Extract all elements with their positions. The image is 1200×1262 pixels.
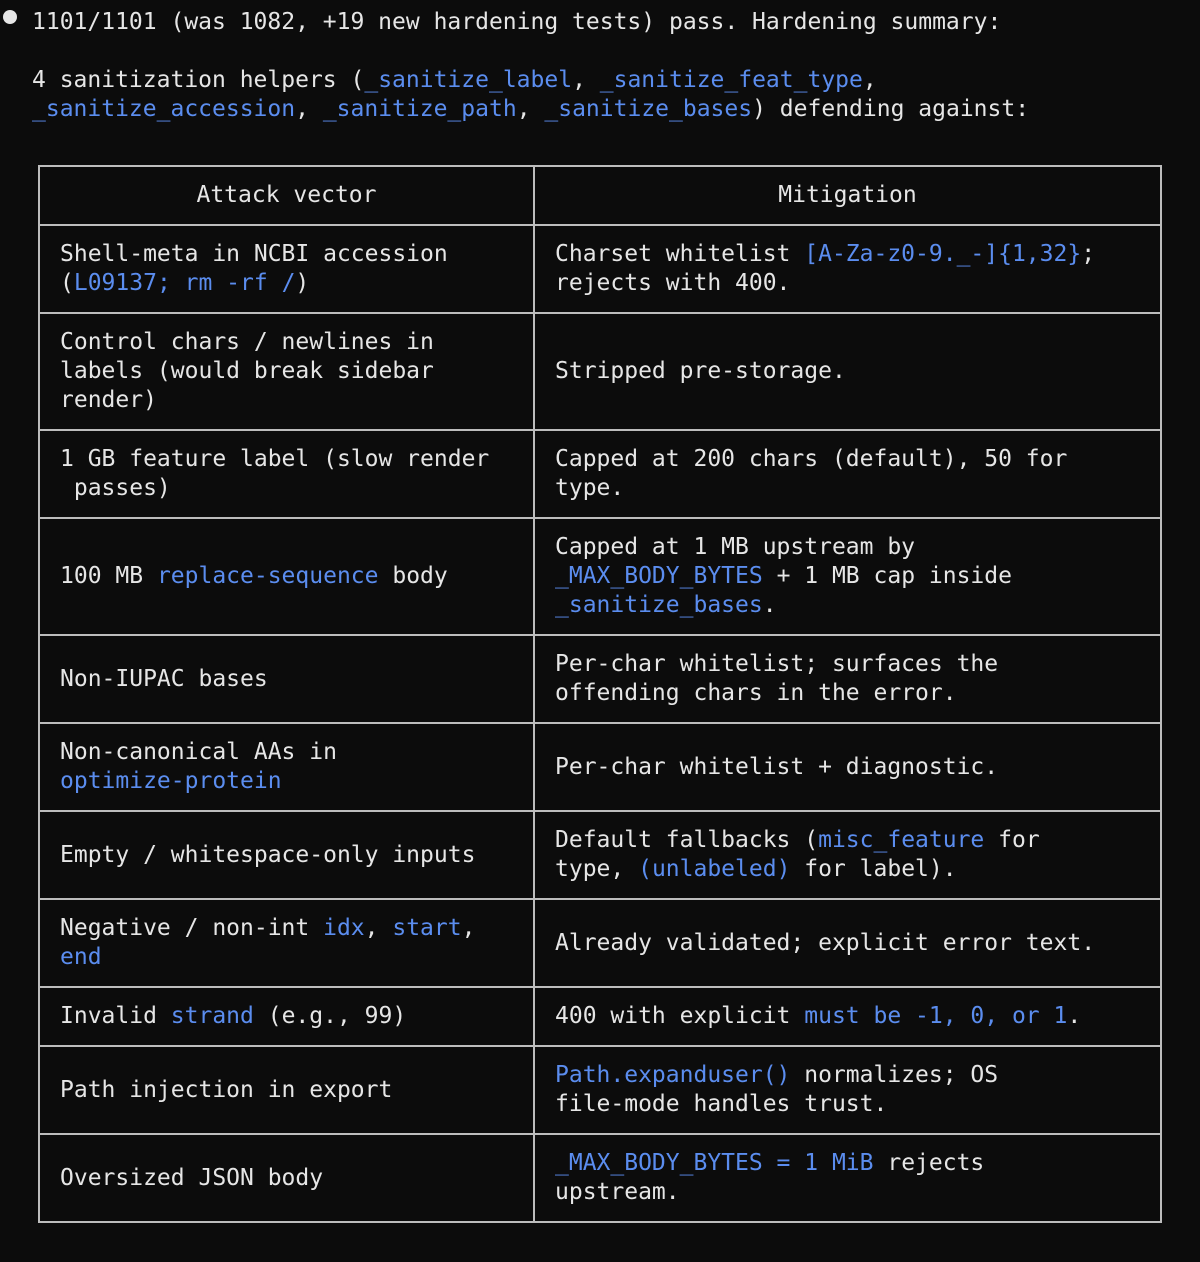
text-span: Already validated; explicit error text. [555, 929, 1096, 956]
text-span: for [984, 827, 1040, 853]
text-span: . [762, 592, 777, 618]
summary-intro: 4 sanitization helpers ( [32, 67, 365, 93]
text-span: + 1 MB cap inside [762, 563, 1012, 589]
summary-line-2: _sanitize_accession, _sanitize_path, _sanitize_bases) defending against: [32, 96, 1030, 122]
table-row [39, 518, 1161, 635]
text-span: Capped at 200 chars (default), 50 for [555, 446, 1068, 472]
hardening-table [38, 165, 1162, 1223]
text-span: Oversized JSON body [60, 1164, 324, 1191]
table-row [39, 723, 1161, 811]
mitigation-cell [534, 430, 1161, 518]
text-span: rejects with 400. [555, 270, 791, 296]
mitigation-cell [534, 635, 1161, 723]
text-span: passes) [60, 475, 171, 501]
text-span: labels (would break sidebar [60, 358, 434, 384]
code-span: _MAX_BODY_BYTES = 1 MiB [555, 1150, 874, 1176]
code-span: (unlabeled) [638, 856, 791, 882]
code-span: start [392, 915, 462, 941]
attack-vector-cell [39, 225, 534, 313]
text-span: Default fallbacks ( [555, 827, 819, 853]
table-row [39, 1046, 1161, 1134]
table-row [39, 635, 1161, 723]
summary-outro: ) defending against: [752, 96, 1030, 122]
mitigation-cell [534, 1046, 1161, 1134]
text-span: , [364, 915, 393, 941]
attack-vector-cell [39, 1134, 534, 1222]
test-status-line: 1101/1101 (was 1082, +19 new hardening tests) pass. Hardening summary: [32, 9, 1002, 35]
table-row [39, 225, 1161, 313]
text-span: 400 with explicit [555, 1003, 805, 1029]
text-span: Non-canonical AAs in [60, 739, 337, 765]
text-span: rejects [873, 1150, 985, 1176]
text-span: for label). [790, 856, 957, 882]
text-span: type. [555, 475, 625, 501]
code-span: strand [170, 1003, 254, 1029]
text-span: , [461, 915, 476, 941]
table-header-row [39, 166, 1161, 225]
table-row [39, 899, 1161, 987]
text-span: Per-char whitelist; surfaces the [555, 651, 999, 677]
code-span: misc_feature [818, 827, 985, 853]
attack-vector-cell [39, 518, 534, 635]
helper-code: _sanitize_feat_type [599, 67, 863, 93]
code-span: L09137; rm -rf / [73, 270, 296, 296]
text-span: Stripped pre-storage. [555, 358, 846, 384]
attack-vector-cell [39, 635, 534, 723]
text-span: (e.g., 99) [253, 1003, 407, 1029]
table-row [39, 313, 1161, 430]
text-span: Per-char whitelist + diagnostic. [555, 753, 999, 780]
code-span: _MAX_BODY_BYTES [555, 563, 763, 589]
attack-vector-cell [39, 430, 534, 518]
helper-code: _sanitize_label [364, 67, 573, 93]
summary-paragraph [32, 66, 1182, 124]
attack-vector-cell [39, 723, 534, 811]
text-span: offending chars in the error. [555, 680, 957, 706]
table-row [39, 987, 1161, 1046]
mitigation-cell [534, 811, 1161, 899]
table-row [39, 1134, 1161, 1222]
mitigation-cell [534, 518, 1161, 635]
bullet-icon [3, 10, 17, 24]
code-span: [A-Za-z0-9._-]{1,32} [804, 241, 1082, 267]
column-header-mitigation: Mitigation [534, 166, 1161, 225]
text-span: Capped at 1 MB upstream by [555, 534, 916, 560]
mitigation-cell [534, 225, 1161, 313]
text-span: . [1067, 1003, 1082, 1029]
code-span: idx [323, 915, 365, 941]
text-span: ; [1081, 241, 1096, 267]
text-span: Control chars / newlines in [60, 329, 434, 355]
summary-line-1: 4 sanitization helpers (_sanitize_label, _sanitize_feat_type, [32, 67, 877, 93]
text-span: Empty / whitespace-only inputs [60, 841, 476, 868]
table-row [39, 430, 1161, 518]
mitigation-cell [534, 1134, 1161, 1222]
code-span: replace-sequence [156, 563, 379, 589]
mitigation-cell [534, 987, 1161, 1046]
code-span: must be -1, 0, or 1 [804, 1003, 1068, 1029]
code-span: optimize-protein [60, 768, 282, 794]
text-span: Negative / non-int [60, 915, 324, 941]
helper-code: _sanitize_path [322, 96, 517, 122]
code-span: end [60, 944, 102, 970]
text-span: Invalid [60, 1003, 171, 1029]
attack-vector-cell [39, 811, 534, 899]
text-span: file-mode handles trust. [555, 1091, 888, 1117]
code-span: Path.expanduser() [555, 1062, 791, 1088]
text-span: normalizes; OS [790, 1062, 999, 1088]
mitigation-cell [534, 313, 1161, 430]
attack-vector-cell [39, 899, 534, 987]
text-span: type, [555, 856, 639, 882]
text-span: ( [60, 270, 74, 296]
attack-vector-cell [39, 313, 534, 430]
text-span: 1 GB feature label (slow render [60, 446, 490, 472]
text-span: body [378, 563, 448, 589]
helper-code: _sanitize_accession [32, 96, 296, 122]
text-span: Charset whitelist [555, 241, 805, 267]
text-span: Shell-meta in NCBI accession [60, 241, 448, 267]
text-span: Non-IUPAC bases [60, 665, 268, 692]
table-row [39, 811, 1161, 899]
code-span: _sanitize_bases [555, 592, 763, 618]
column-header-attack-vector: Attack vector [39, 166, 534, 225]
helper-code: _sanitize_bases [544, 96, 753, 122]
text-span: Path injection in export [60, 1076, 393, 1103]
mitigation-cell [534, 899, 1161, 987]
text-span: render) [60, 387, 157, 413]
text-span: 100 MB [60, 563, 157, 589]
attack-vector-cell [39, 987, 534, 1046]
text-span: upstream. [555, 1179, 680, 1205]
text-span: ) [295, 270, 310, 296]
mitigation-cell [534, 723, 1161, 811]
attack-vector-cell [39, 1046, 534, 1134]
